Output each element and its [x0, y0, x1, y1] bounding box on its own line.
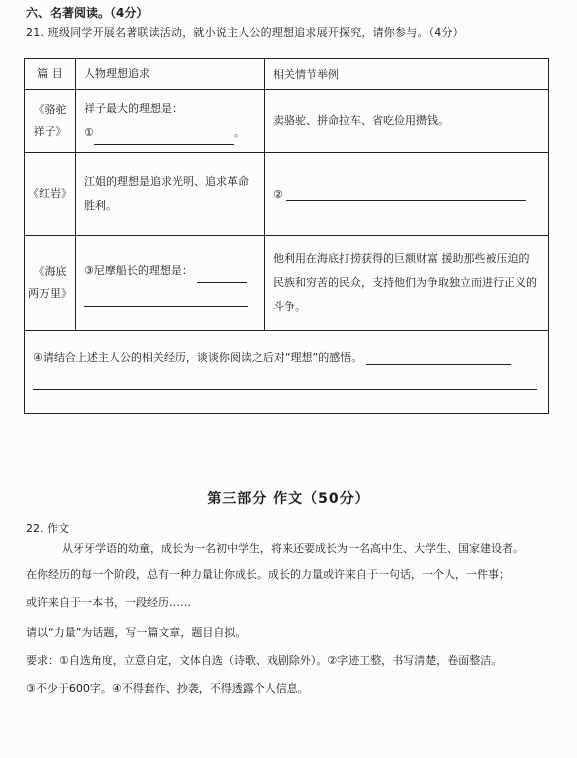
part3-title: 第三部分 作文（50分）	[207, 491, 370, 507]
answer-blank-4a[interactable]	[366, 352, 511, 365]
table-row	[25, 236, 549, 331]
answer-marker-2: ②	[273, 187, 283, 201]
answer-blank-3a[interactable]	[197, 270, 247, 283]
header-ideal: 人物理想追求	[76, 59, 265, 90]
answer-marker-1: ①	[84, 126, 94, 139]
book-title: 《海底 两万里》	[25, 236, 76, 331]
reading-table	[24, 58, 549, 414]
header-plot: 相关情节举例	[265, 59, 549, 90]
answer-blank-4b[interactable]	[33, 377, 537, 390]
reflection-cell	[25, 331, 549, 414]
answer-blank-1[interactable]	[94, 132, 234, 145]
section-title: 六、名著阅读。（4分）	[26, 6, 149, 20]
plot-cell	[265, 153, 549, 236]
essay-paragraph-line3: 或许来自于一本书，一段经历……	[26, 596, 191, 609]
essay-requirements-2: ③不少于600字。④不得套作、抄袭，不得透露个人信息。	[26, 682, 309, 695]
ideal-cell: ③尼摩船长的理想是：	[76, 236, 265, 331]
essay-instruction: 请以“力量”为话题，写一篇文章，题目自拟。	[26, 626, 247, 639]
answer-blank-3b[interactable]	[84, 294, 248, 307]
ideal-cell: 祥子最大的理想是： ① 。	[76, 90, 265, 153]
table-row	[25, 153, 549, 236]
question-4-prompt: ④请结合上述主人公的相关经历，谈谈你阅读之后对“理想”的感悟。	[33, 351, 363, 364]
essay-requirements-1: 要求：①自选角度，立意自定，文体自选（诗歌、戏剧除外）。②字迹工整，书写清楚，卷面整洁。	[26, 654, 503, 667]
plot-cell: 他利用在海底打捞获得的巨额财富 援助那些被压迫的民族和穷苦的民众，支持他们为争取独立而进行正义的斗争。	[265, 236, 549, 331]
essay-paragraph-line2: 在你经历的每一个阶段，总有一种力量让你成长。成长的力量或许来自于一句话，一个人，一件事；	[26, 568, 510, 581]
answer-blank-2[interactable]	[286, 188, 526, 201]
table-header-row	[25, 59, 549, 90]
question-21-prompt: 21. 班级同学开展名著联读活动，就小说主人公的理想追求展开探究，请你参与。（4分）	[26, 26, 464, 39]
book-title: 《红岩》	[25, 153, 76, 236]
plot-cell: 卖骆驼、拼命拉车、省吃俭用攒钱。	[265, 90, 549, 153]
book-title: 《骆驼 祥子》	[25, 90, 76, 153]
table-row	[25, 90, 549, 153]
ideal-cell: 江姐的理想是追求光明、追求革命 胜利。	[76, 153, 265, 236]
question-22-label: 22. 作文	[26, 522, 69, 535]
header-title: 篇 目	[25, 59, 76, 90]
essay-paragraph-line1: 从牙牙学语的幼童，成长为一名初中学生，将来还要成长为一名高中生、大学生、国家建设者。	[62, 542, 524, 555]
table-row	[25, 331, 549, 414]
